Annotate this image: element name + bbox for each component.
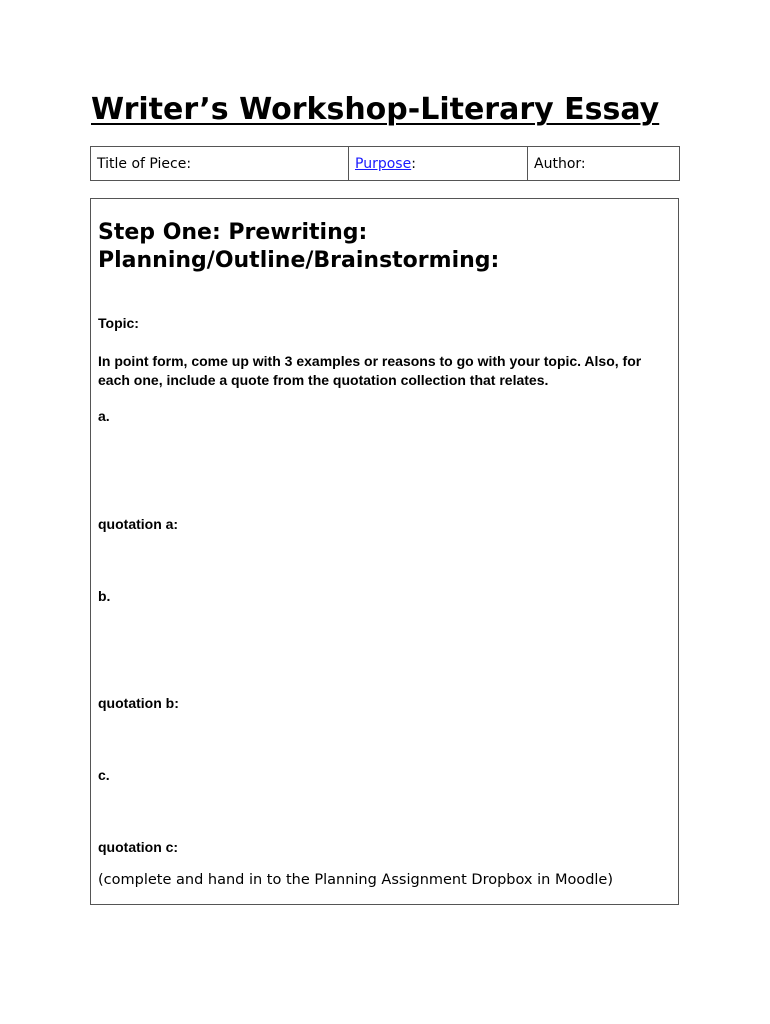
purpose-colon: : [411,155,416,172]
topic-label: Topic: [98,315,139,331]
purpose-cell[interactable] [349,147,528,181]
quotation-a-label: quotation a: [98,516,179,532]
author-label: Author: [534,155,586,172]
instructions-text: In point form, come up with 3 examples or reasons to go with your topic. Also, for each one, include a quote from the quotation collection that relates. [98,353,642,388]
prewriting-section-box [90,198,679,905]
author-cell[interactable] [528,147,680,181]
header-table [90,146,680,181]
item-c-label: c. [98,767,110,783]
item-b-label: b. [98,588,111,604]
step-one-heading-line2: Planning/Outline/Brainstorming: [98,248,500,273]
step-one-heading [98,219,499,275]
item-a-label: a. [98,408,110,424]
quotation-b-label: quotation b: [98,695,179,711]
header-row [91,147,680,181]
purpose-link[interactable]: Purpose [355,155,412,172]
step-one-heading-line1: Step One: Prewriting: [98,220,368,245]
quotation-c-label: quotation c: [98,839,179,855]
title-of-piece-label: Title of Piece: [97,155,192,172]
title-of-piece-cell[interactable] [91,147,349,181]
document-title: Writer’s Workshop-Literary Essay [91,92,660,127]
submission-note: (complete and hand in to the Planning Assignment Dropbox in Moodle) [98,872,614,888]
